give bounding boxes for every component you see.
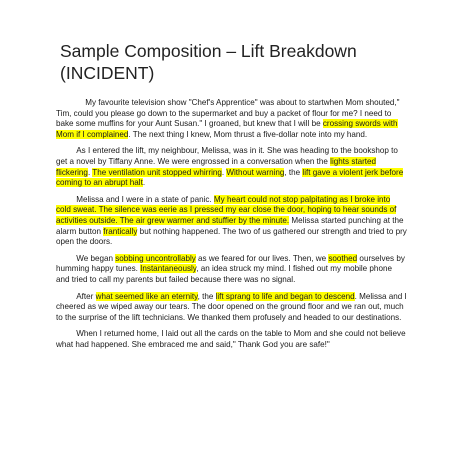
text-run: but nothing happened. The two of us gathered our strength and tried to pry open the doors. — [56, 226, 407, 247]
highlighted-phrase: lift sprang to life and began to descend — [215, 291, 355, 301]
text-run: , the — [197, 291, 216, 301]
text-run: . The next thing I knew, Mom thrust a five-dollar note into my hand. — [128, 129, 368, 139]
highlighted-phrase: lights started flickering — [56, 156, 377, 177]
paragraph — [56, 329, 407, 350]
paragraph-indent — [56, 292, 76, 301]
text-run: . — [221, 167, 227, 177]
paragraph — [56, 98, 407, 140]
paragraph — [56, 146, 407, 188]
highlighted-phrase: frantically — [103, 226, 138, 236]
text-run: as we feared for our lives. Then, we — [195, 253, 329, 263]
document-title — [56, 40, 407, 84]
highlighted-phrase: The ventilation unit stopped whirring — [92, 167, 222, 177]
text-run: . — [87, 167, 93, 177]
paragraph-indent — [56, 254, 76, 263]
paragraph-indent — [56, 98, 85, 107]
text-run: When I returned home, I laid out all the cards on the table to Mom and she could not believe what had happened. She embraced me and said," Thank God you are safe!" — [56, 329, 406, 349]
text-run: . Melissa and I cheered as we wiped away our tears. The door opened on the ground floor and we ran out, much to the surprise of the lift technicians. We thanked them profusely and headed to our destinations. — [56, 291, 407, 322]
text-run: We began — [76, 253, 116, 263]
text-run: After — [76, 291, 96, 301]
highlighted-phrase: soothed — [328, 253, 358, 263]
title-line-2: (INCIDENT) — [60, 63, 155, 83]
text-run: My favourite television show "Chef's Apprentice" was about to startwhen Mom shouted," Tim, could you please go down to the supermarket and buy a packet of flour for me? I need to bake some muffins for your Aunt Susan." I groaned, but knew that I will be — [56, 98, 400, 129]
text-run: ourselves by humming happy tunes. — [56, 253, 405, 274]
text-run: Melissa started punching at the alarm button — [56, 215, 404, 236]
text-run: , an idea struck my mind. I fished out my mobile phone and tried to call my parents but failed because there was no signal. — [56, 264, 392, 284]
highlighted-phrase: Without warning — [226, 167, 285, 177]
highlighted-phrase: what seemed like an eternity — [95, 291, 198, 301]
highlighted-phrase: crossing swords with Mom if I complained — [56, 119, 398, 139]
text-run: As I entered the lift, my neighbour, Melissa, was in it. She was heading to the bookshop to get a novel by Tiffany Anne. We were engrossed in a conversation when the — [56, 146, 398, 166]
text-run: , the — [284, 167, 303, 177]
text-run: . — [142, 178, 146, 188]
highlighted-phrase: lift gave a violent jerk before coming to an abrupt halt — [56, 167, 404, 188]
highlighted-phrase: My heart could not stop palpitating as I broke into cold sweat. The silence was eerie as I pressed my ear close the door, hoping to hear sounds of activities outside. The air grew warmer and stuffier by the minute. — [56, 194, 397, 225]
document-body — [56, 98, 407, 350]
title-line-1: Sample Composition – Lift Breakdown — [60, 41, 357, 61]
highlighted-phrase: Instantaneously — [140, 264, 197, 274]
paragraph — [56, 195, 407, 248]
text-run: Melissa and I were in a state of panic. — [76, 194, 214, 204]
paragraph — [56, 254, 407, 286]
paragraph-indent — [56, 146, 76, 155]
highlighted-phrase: sobbing uncontrollably — [115, 253, 196, 263]
paragraph-indent — [56, 329, 76, 338]
paragraph-indent — [56, 195, 76, 204]
paragraph — [56, 292, 407, 324]
